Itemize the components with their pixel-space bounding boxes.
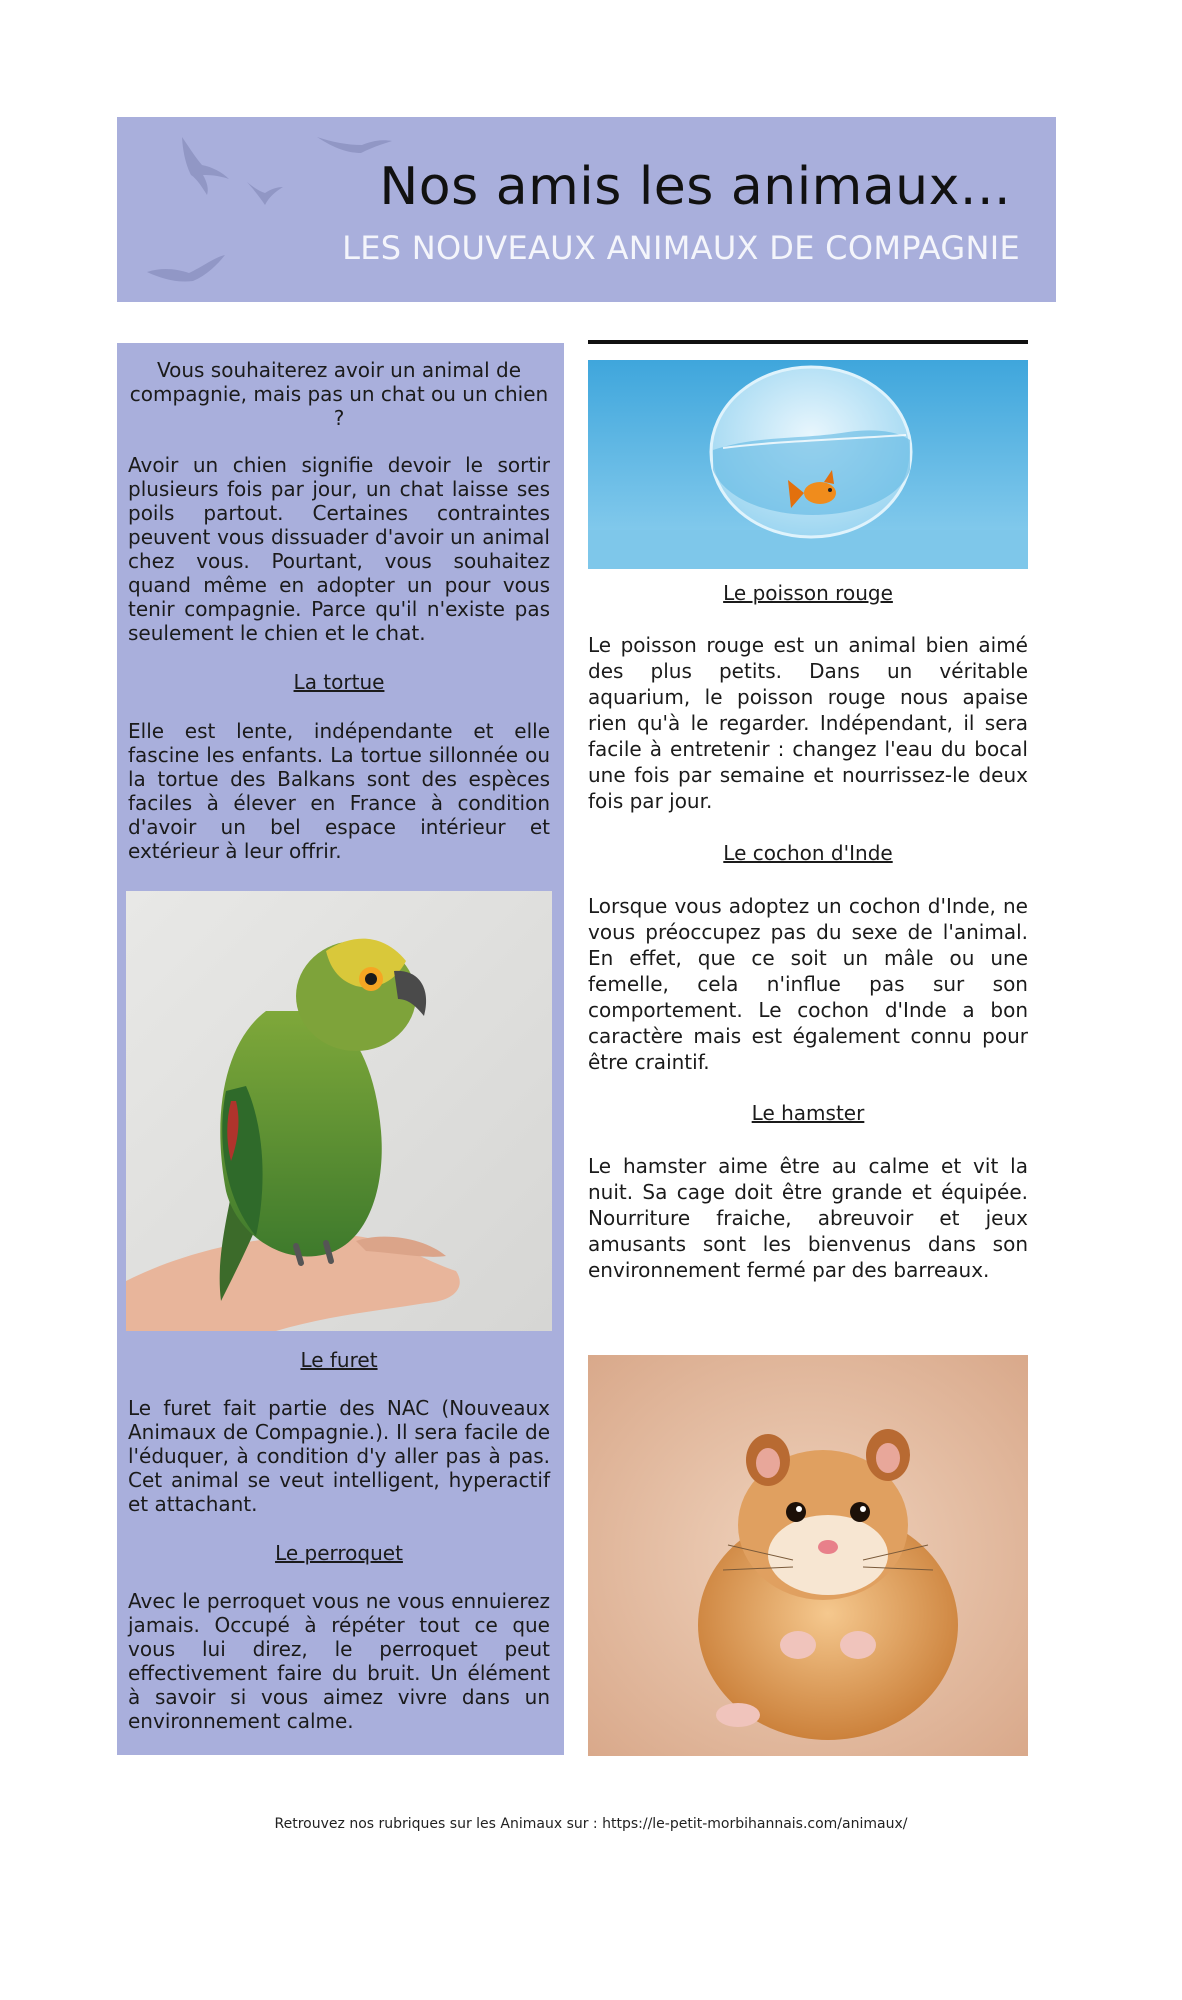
left-column [117,343,564,1755]
cochon-text: Lorsque vous adoptez un cochon d'Inde, ne vous préoccupez pas du sexe de l'animal. En effet, que ce soit un mâle ou une femelle, cela n'influe pas sur son comportement. Le cochon d'Inde a bon caractère mais est également connu pour être craintif. [588,894,1028,1074]
section-title-perroquet: Le perroquet [275,1541,403,1565]
section-title-furet: Le furet [300,1348,378,1372]
parrot-photo [126,891,552,1331]
section-title-poisson: Le poisson rouge [723,581,893,605]
goldfish-photo [588,360,1028,569]
intro-question: Vous souhaiterez avoir un animal de compagnie, mais pas un chat ou un chien ? [129,358,549,430]
section-title-hamster: Le hamster [751,1101,865,1125]
birds-decoration [117,117,417,302]
poisson-text: Le poisson rouge est un animal bien aimé des plus petits. Dans un véritable aquarium, le poisson rouge nous apaise rien qu'à le regarder. Indépendant, il sera facile à entretenir : changez l'eau du bocal une fois par semaine et nourrissez-le deux fois par jour. [588,633,1028,813]
page-subtitle: LES NOUVEAUX ANIMAUX DE COMPAGNIE [342,229,1020,267]
footer-link-text[interactable]: Retrouvez nos rubriques sur les Animaux sur : https://le-petit-morbihannais.com/animaux/ [274,1816,908,1832]
intro-text: Avoir un chien signifie devoir le sortir plusieurs fois par jour, un chat laisse ses poils partout. Certaines contraintes peuvent vous dissuader d'avoir un animal chez vous. Pourtant, vous souhaitez quand même en adopter un pour vous tenir compagnie. Parce qu'il n'existe pas seulement le chien et le chat. [128,453,550,645]
tortue-text: Elle est lente, indépendante et elle fascine les enfants. La tortue sillonnée ou la tortue des Balkans sont des espèces faciles à élever en France à condition d'avoir un bel espace intérieur et extérieur à leur offrir. [128,719,550,863]
section-title-tortue: La tortue [293,670,385,694]
divider-line [588,340,1028,344]
page-title: Nos amis les animaux... [379,157,1011,217]
header-banner [117,117,1056,302]
hamster-photo [588,1355,1028,1756]
perroquet-text: Avec le perroquet vous ne vous ennuierez jamais. Occupé à répéter tout ce que vous lui direz, le perroquet peut effectivement faire du bruit. Un élément à savoir si vous aimez vivre dans un environnement calme. [128,1589,550,1733]
section-title-cochon: Le cochon d'Inde [723,841,893,865]
hamster-text: Le hamster aime être au calme et vit la nuit. Sa cage doit être grande et équipée. Nourriture fraiche, abreuvoir et jeux amusants sont les bienvenus dans son environnement fermé par des barreaux. [588,1154,1028,1282]
furet-text: Le furet fait partie des NAC (Nouveaux Animaux de Compagnie.). Il sera facile de l'éduquer, à condition d'y aller pas à pas. Cet animal se veut intelligent, hyperactif et attachant. [128,1396,550,1516]
